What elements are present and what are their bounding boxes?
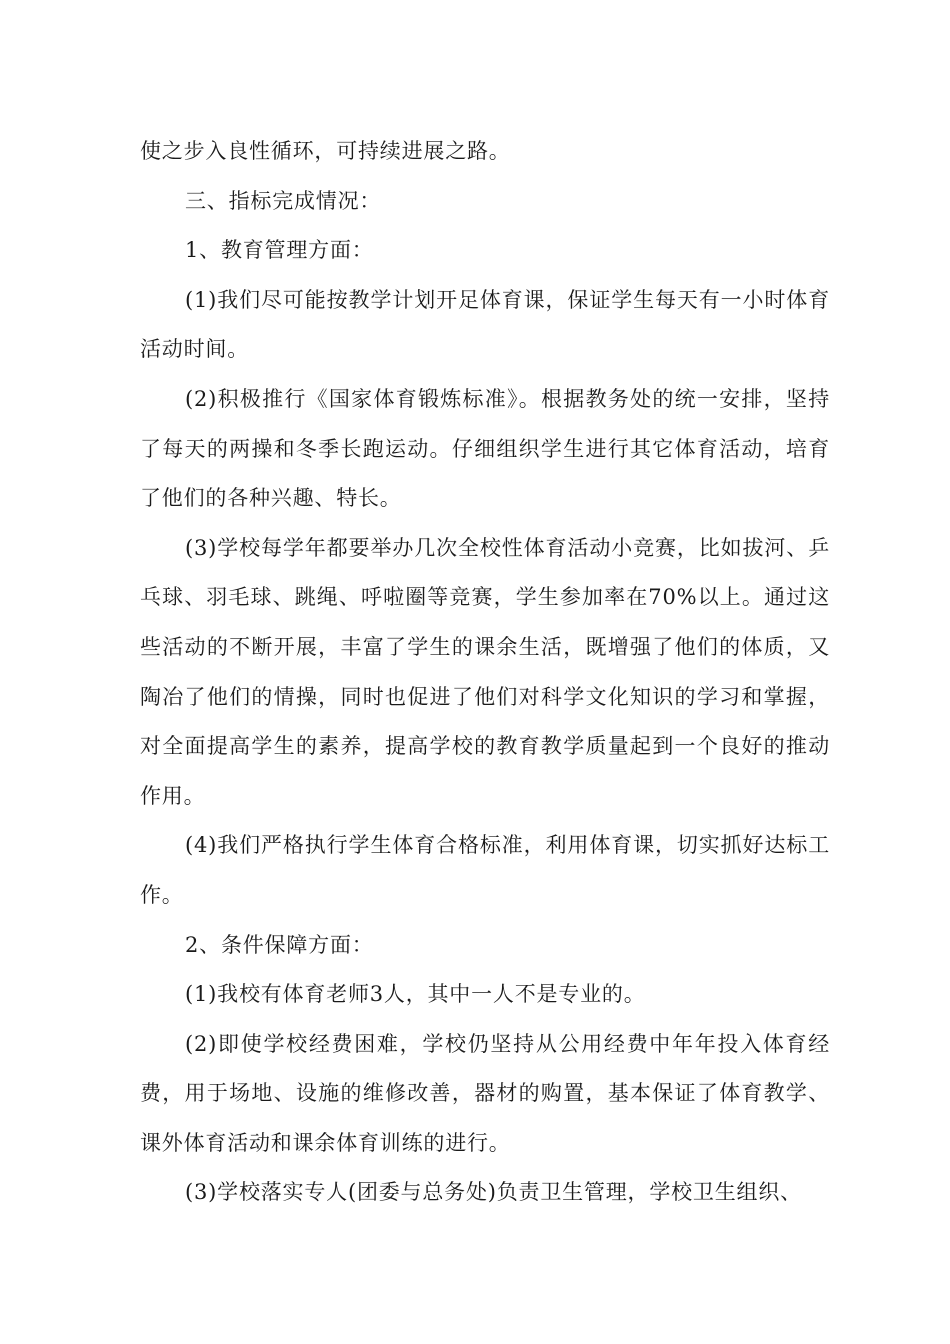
section-heading-indicator-completion: 三、指标完成情况：	[185, 188, 382, 213]
paragraph-continuation: 使之步入良性循环，可持续进展之路。	[140, 139, 511, 163]
paragraph-item-2-1: (1)我校有体育老师3人，其中一人不是专业的。	[185, 982, 646, 1007]
paragraph-item-1-1: (1)我们尽可能按教学计划开足体育课，保证学生每天有一小时体育活动时间。	[140, 287, 830, 362]
subsection-heading-condition-guarantee: 2、条件保障方面：	[185, 932, 374, 957]
document-body	[140, 127, 830, 1218]
paragraph-item-1-3: (3)学校每学年都要举办几次全校性体育活动小竞赛，比如拔河、乒乓球、羽毛球、跳绳、呼啦圈等竞赛，学生参加率在70%以上。通过这些活动的不断开展，丰富了学生的课余生活，既增强了他们的体质，又陶冶了他们的情操，同时也促进了他们对科学文化知识的学习和掌握，对全面提高学生的素养，提高学校的教育教学质量起到一个良好的推动作用。	[140, 535, 830, 808]
paragraph-item-1-4: (4)我们严格执行学生体育合格标准，利用体育课，切实抓好达标工作。	[140, 833, 830, 907]
paragraph-item-2-2: (2)即使学校经费困难，学校仍坚持从公用经费中年年投入体育经费，用于场地、设施的维修改善，器材的购置，基本保证了体育教学、课外体育活动和课余体育训练的进行。	[140, 1031, 830, 1155]
paragraph-item-1-2: (2)积极推行《国家体育锻炼标准》。根据教务处的统一安排，坚持了每天的两操和冬季长跑运动。仔细组织学生进行其它体育活动，培育了他们的各种兴趣、特长。	[140, 386, 830, 511]
paragraph-item-2-3: (3)学校落实专人(团委与总务处)负责卫生管理，学校卫生组织、	[185, 1180, 802, 1205]
subsection-heading-education-management: 1、教育管理方面：	[185, 238, 374, 263]
